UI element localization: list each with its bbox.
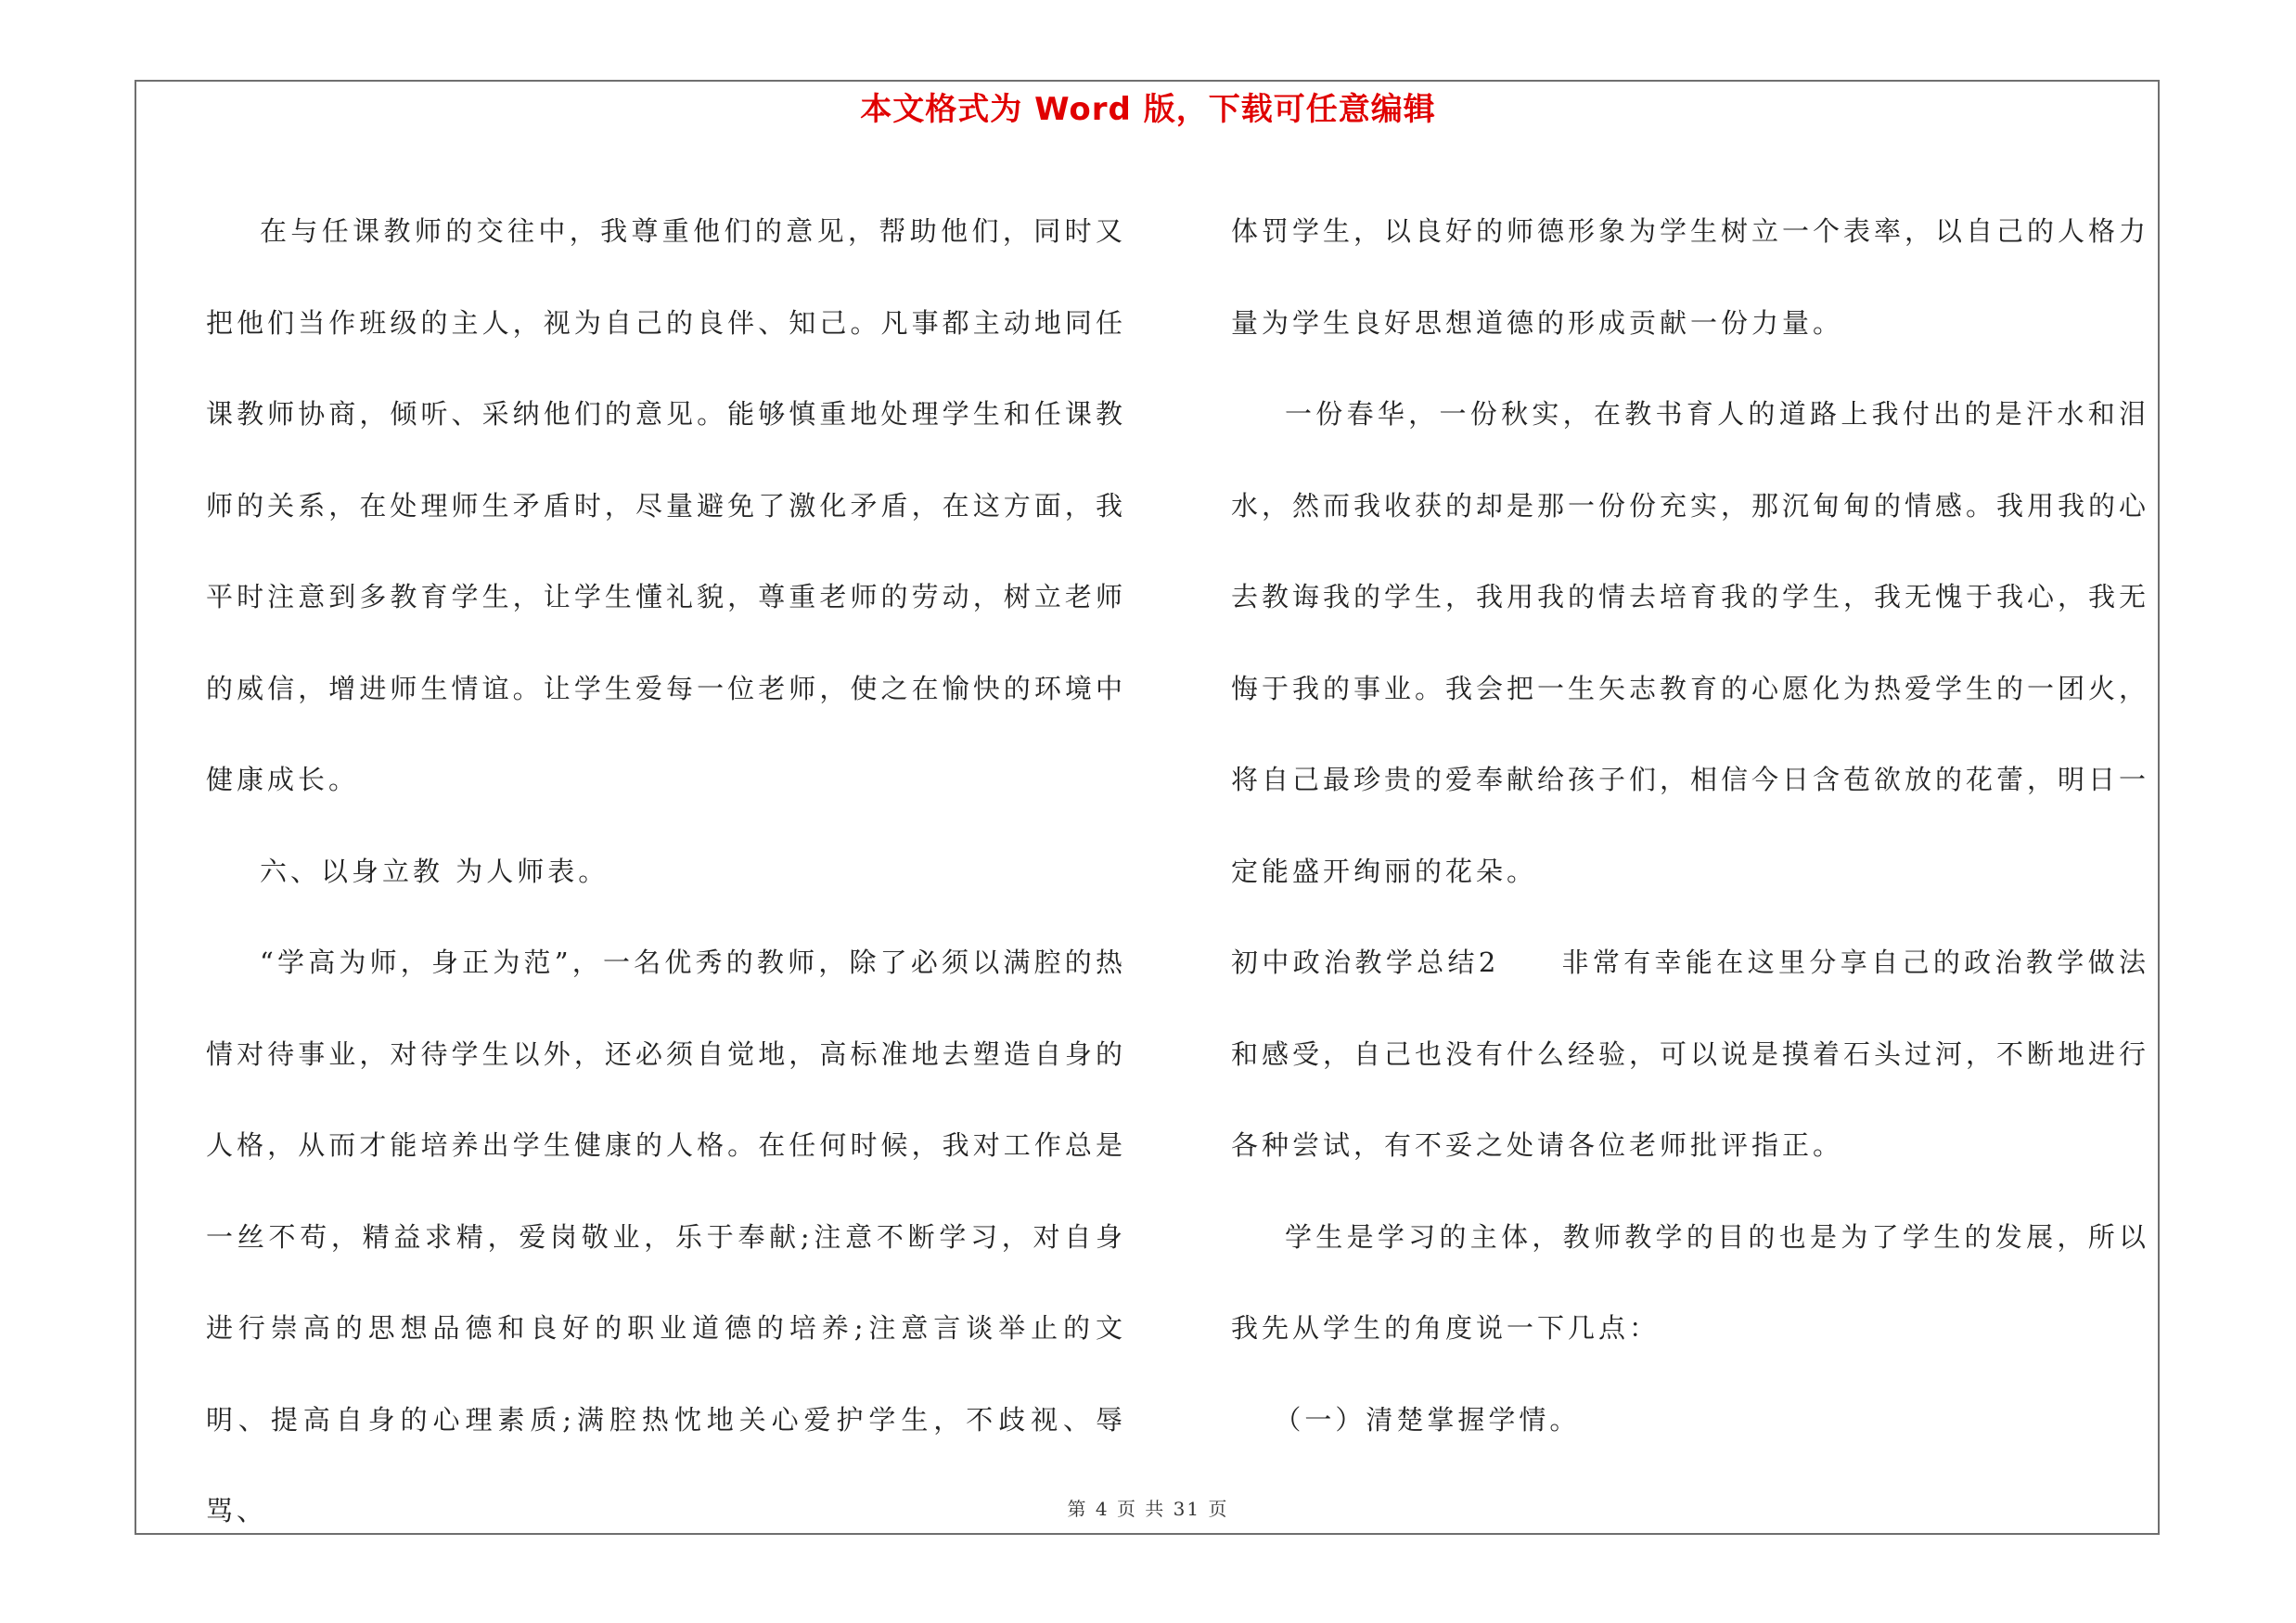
section-heading-six: 六、以身立教 为人师表。	[260, 855, 609, 887]
page-number-footer: 第 4 页 共 31 页	[1067, 1498, 1229, 1520]
paragraph-spring-autumn: 一份春华，一份秋实，在教书育人的道路上我付出的是汗水和泪水，然而我收获的却是那一份份充实，那沉甸甸的情感。我用我的心去教诲我的学生，我用我的情去培育我的学生，我无愧于我心，我无悔于我的事业。我会把一生矢志教育的心愿化为热爱学生的一团火，将自己最珍贵的爱奉献给孩子们，相信今日含苞欲放的花蕾，明日一定能盛开绚丽的花朵。	[1231, 398, 2150, 887]
paragraph-summary-two-intro: 初中政治教学总结2 非常有幸能在这里分享自己的政治教学做法和感受，自己也没有什么经验，可以说是摸着石头过河，不断地进行各种尝试，有不妥之处请各位老师批评指正。	[1231, 947, 2150, 1161]
subheading-understand-students: （一）清楚掌握学情。	[1274, 1403, 1581, 1436]
format-notice-banner: 本文格式为 Word 版，下载可任意编辑	[860, 91, 1436, 128]
left-column	[206, 186, 1126, 1557]
paragraph-students-subject: 学生是学习的主体，教师教学的目的也是为了学生的发展，所以我先从学生的角度说一下几点：	[1231, 1220, 2149, 1344]
paragraph-role-model: “学高为师，身正为范”，一名优秀的教师，除了必须以满腔的热情对待事业，对待学生以外，还必须自觉地，高标准地去塑造自身的人格，从而才能培养出学生健康的人格。在任何时候，我对工作总是一丝不苟，精益求精，爱岗敬业，乐于奉献;注意不断学习，对自身进行崇高的思想品德和良好的职业道德的培养;注意言谈举止的文明、提高自身的心理素质;满腔热忱地关心爱护学生，不歧视、辱骂、	[206, 947, 1126, 1526]
paragraph-teacher-relations: 在与任课教师的交往中，我尊重他们的意见，帮助他们，同时又把他们当作班级的主人，视为自己的良伴、知己。凡事都主动地同任课教师协商，倾听、采纳他们的意见。能够慎重地处理学生和任课教师的关系，在处理师生矛盾时，尽量避免了激化矛盾，在这方面，我平时注意到多教育学生，让学生懂礼貌，尊重老师的劳动，树立老师的威信，增进师生情谊。让学生爱每一位老师，使之在愉快的环境中健康成长。	[206, 215, 1126, 795]
right-column	[1231, 186, 2149, 1465]
paragraph-continuation: 体罚学生，以良好的师德形象为学生树立一个表率，以自己的人格力量为学生良好思想道德的形成贡献一份力量。	[1231, 215, 2150, 339]
